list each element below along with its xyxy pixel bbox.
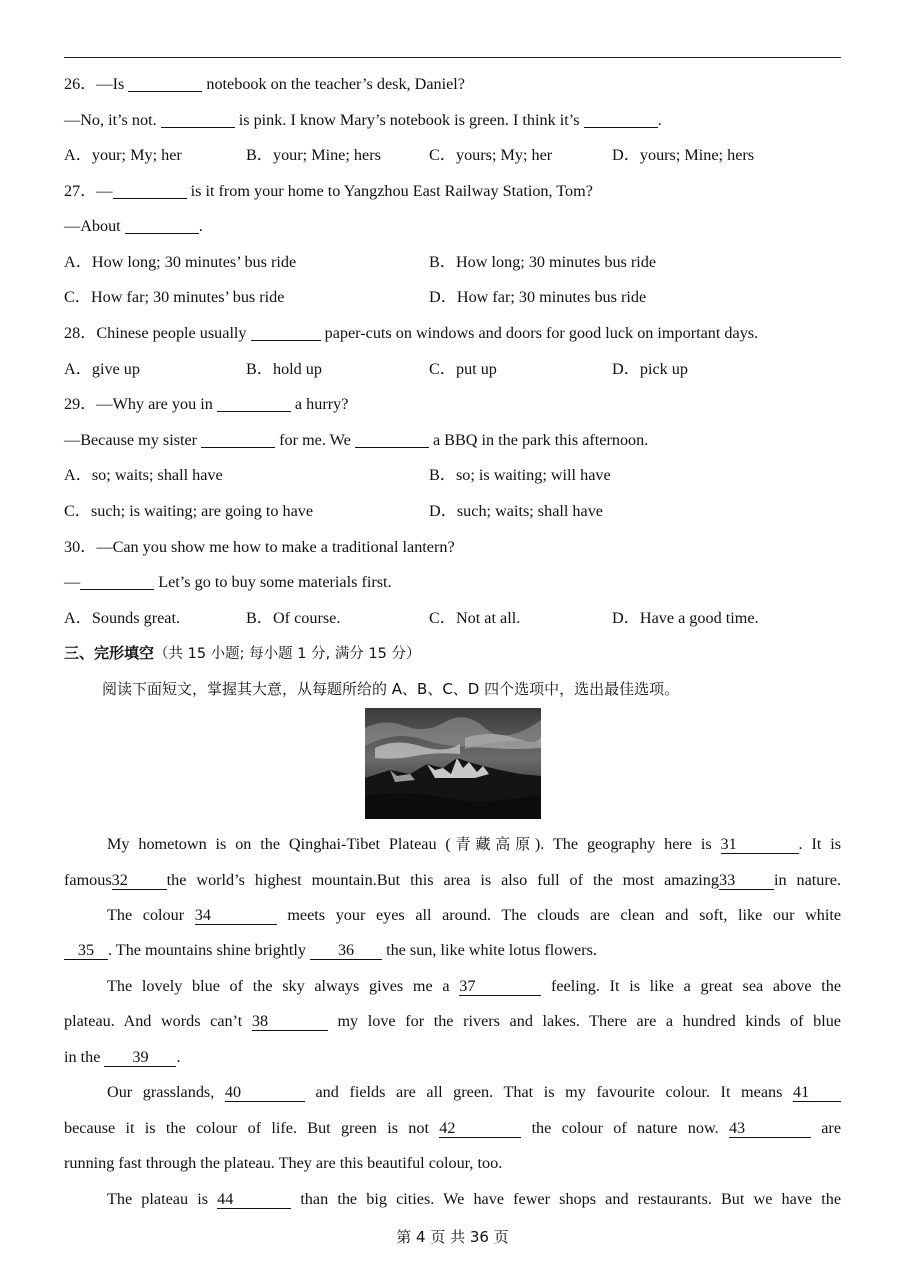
blank-41: 41 [793,1083,841,1102]
question-number: 29． [64,395,97,413]
blank-34: 34 [195,906,277,925]
option-a: A．give up [64,360,140,378]
option-a: A．your; My; her [64,146,182,164]
passage-line-3: The colour 34 meets your eyes all around. The clouds are clean and soft, like our white [107,906,842,924]
passage-line-11: The plateau is 44 than the big cities. We have fewer shops and restaurants. But we have the [107,1190,842,1208]
passage-photo [365,708,541,819]
option-d: D．yours; Mine; hers [612,146,755,164]
blank-43: 43 [729,1119,811,1138]
passage-line-6: plateau. And words can’t 38 my love for the rivers and lakes. There are a hundred kinds of blue [64,1012,841,1030]
question-29-line-1: 29．—Why are you in a hurry? [64,395,349,413]
question-30-line-2: — Let’s go to buy some materials first. [64,573,392,591]
section-instruction: 阅读下面短文，掌握其大意，从每题所给的 A、B、C、D 四个选项中，选出最佳选项。 [102,680,680,698]
passage-line-9: because it is the colour of life. But green is not 42 the colour of nature now. 43 are [64,1119,842,1137]
question-27-line-2: —About . [64,217,203,235]
blank-32: 32 [112,871,167,890]
option-d: D．How far; 30 minutes bus ride [429,288,647,306]
option-d: D．such; waits; shall have [429,502,603,520]
option-b: B．Of course. [246,609,341,627]
answer-blank [128,75,202,92]
option-c: C．How far; 30 minutes’ bus ride [64,288,285,306]
blank-39: 39 [104,1048,176,1067]
answer-blank [201,431,275,448]
question-27-line-1: 27．— is it from your home to Yangzhou East Railway Station, Tom? [64,182,593,200]
question-29-line-2: —Because my sister for me. We a BBQ in the park this afternoon. [64,431,649,449]
answer-blank [251,324,321,341]
blank-42: 42 [439,1119,521,1138]
question-28-line-1: 28．Chinese people usually paper-cuts on windows and doors for good luck on important days. [64,324,759,342]
blank-38: 38 [252,1012,328,1031]
option-d: D．pick up [612,360,688,378]
blank-37: 37 [459,977,541,996]
passage-line-8: Our grasslands, 40 and fields are all green. That is my favourite colour. It means 41 [107,1082,841,1102]
answer-blank [584,111,658,128]
blank-33: 33 [719,871,774,890]
option-d: D．Have a good time. [612,609,759,627]
passage-line-2: famous32 the world’s highest mountain.But this area is also full of the most amazing33 in nature. [64,871,841,889]
answer-blank [355,431,429,448]
question-26-line-1: 26．—Is notebook on the teacher’s desk, Daniel? [64,75,465,93]
option-b: B．your; Mine; hers [246,146,381,164]
passage-line-5: The lovely blue of the sky always gives me a 37 feeling. It is like a great sea above the [107,977,842,995]
blank-40: 40 [225,1083,305,1102]
option-b: B．hold up [246,360,322,378]
answer-blank [113,182,187,199]
option-b: B．so; is waiting; will have [429,466,611,484]
blank-35: 35 [64,941,108,960]
answer-blank [161,111,235,128]
question-30-line-1: 30．—Can you show me how to make a traditional lantern? [64,538,455,556]
blank-44: 44 [217,1190,291,1209]
passage-line-10: running fast through the plateau. They are this beautiful colour, too. [64,1154,503,1172]
passage-line-4: 35 . The mountains shine brightly 36 the sun, like white lotus flowers. [64,940,841,960]
answer-blank [80,573,154,590]
option-b: B．How long; 30 minutes bus ride [429,253,657,271]
page-footer: 第 4 页 共 36 页 [396,1228,509,1246]
question-number: 30． [64,538,97,556]
option-a: A．How long; 30 minutes’ bus ride [64,253,297,271]
option-c: C．Not at all. [429,609,521,627]
answer-blank [217,395,291,412]
question-number: 28． [64,324,97,342]
passage-line-7: in the 39 . [64,1048,181,1066]
blank-36: 36 [310,941,382,960]
option-c: C．yours; My; her [429,146,553,164]
passage-line-1: My hometown is on the Qinghai-Tibet Plateau (青藏高原). The geography here is 31 . It is [107,835,841,853]
answer-blank [125,217,199,234]
section-title: 三、完形填空 [64,644,155,662]
option-c: C．put up [429,360,497,378]
question-number: 26． [64,75,97,93]
option-a: A．so; waits; shall have [64,466,223,484]
blank-31: 31 [721,835,799,854]
option-c: C．such; is waiting; are going to have [64,502,314,520]
option-a: A．Sounds great. [64,609,180,627]
question-26-line-2: —No, it’s not. is pink. I know Mary’s notebook is green. I think it’s . [64,111,662,129]
question-number: 27． [64,182,97,200]
header-rule [64,57,841,58]
section-heading [64,643,841,664]
section-note: （共 15 小题; 每小题 1 分, 满分 15 分） [154,646,421,662]
